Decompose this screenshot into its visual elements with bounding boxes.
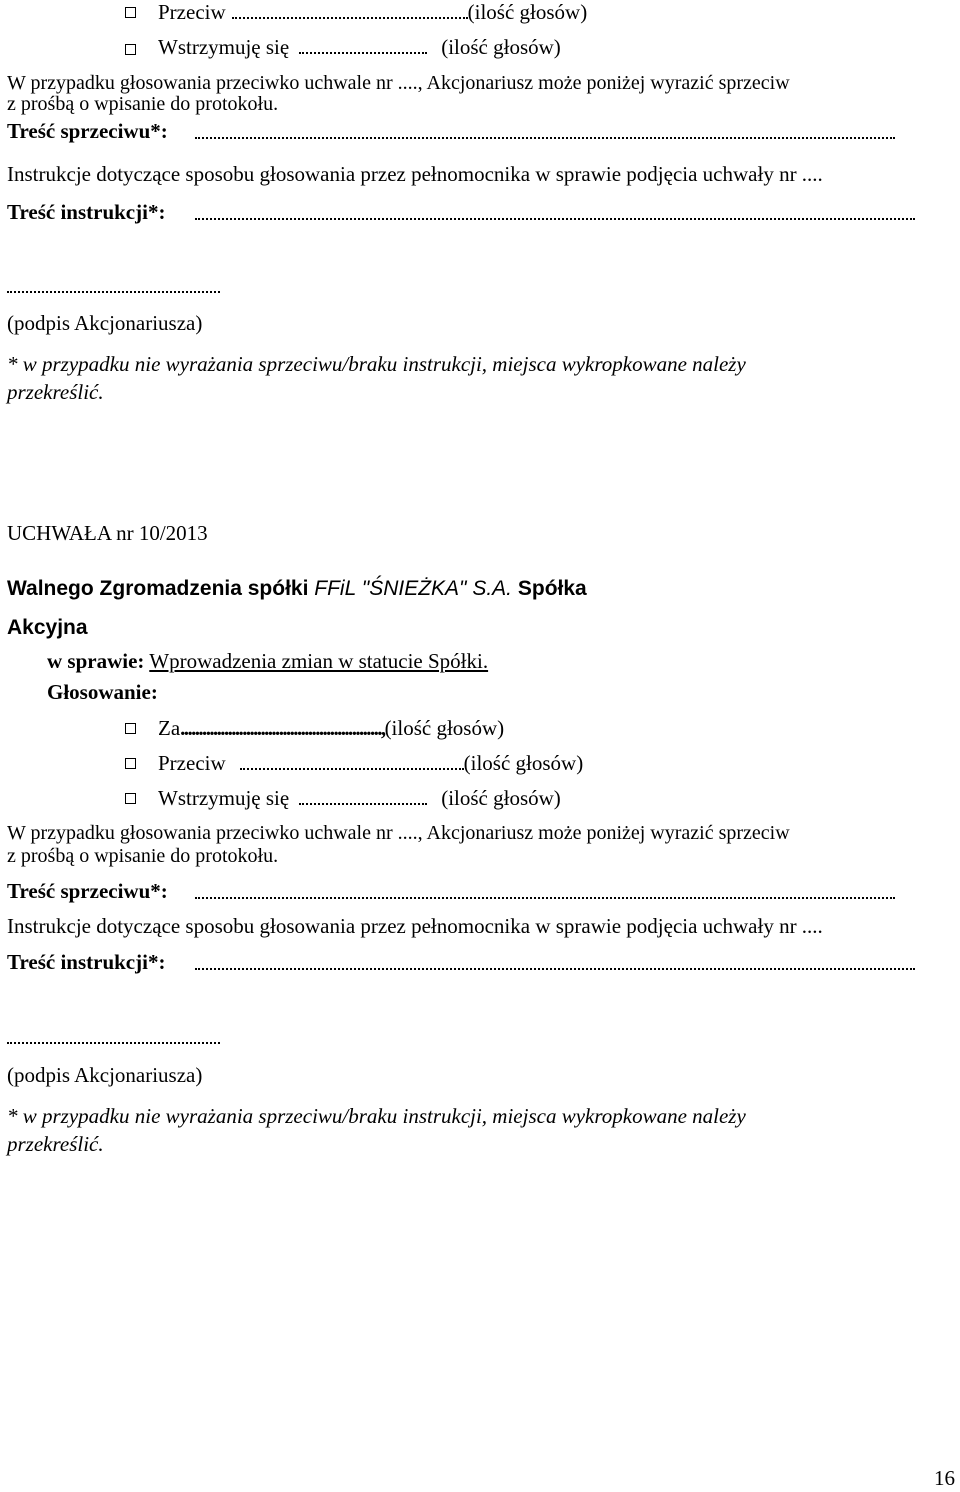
vote-for-suffix: (ilość głosów) <box>384 716 505 740</box>
vote-abstain-label: Wstrzymuję się <box>158 35 290 59</box>
subject-label: w sprawie: <box>47 649 145 673</box>
vote-against-suffix: (ilość głosów) <box>467 0 588 24</box>
signature-caption-2: (podpis Akcjonariusza) <box>7 1063 203 1087</box>
instructions-text-1: Instrukcje dotyczące sposobu głosowania przez pełnomocnika w sprawie podjęcia uchwały nr .... <box>7 162 823 186</box>
footnote-2: * w przypadku nie wyrażania sprzeciwu/braku instrukcji, miejsca wykropkowane należy <box>7 1104 746 1128</box>
checkbox-for-2[interactable] <box>125 723 136 734</box>
checkbox-against-1[interactable] <box>125 7 136 18</box>
vote-abstain-dots-2 <box>299 803 427 805</box>
vote-against-suffix-2: (ilość głosów) <box>463 751 584 775</box>
signature-caption-1: (podpis Akcjonariusza) <box>7 311 203 335</box>
vote-abstain-row-1 <box>158 37 561 58</box>
instruction-content-label-2: Treść instrukcji*: <box>7 950 166 974</box>
subject-text: Wprowadzenia zmian w statucie Spółki. <box>149 649 489 673</box>
vote-against-row-2 <box>158 753 583 774</box>
assembly-line <box>7 578 587 599</box>
objection-content-label-1: Treść sprzeciwu*: <box>7 119 168 143</box>
company-name: FFiL "ŚNIEŻKA" S.A. <box>314 577 513 600</box>
vote-against-dots-2 <box>240 768 464 770</box>
subject-line <box>47 651 488 672</box>
checkbox-against-2[interactable] <box>125 758 136 769</box>
signature-line-1[interactable] <box>7 291 220 293</box>
checkbox-abstain-1[interactable] <box>125 44 136 55</box>
objection-text-2: W przypadku głosowania przeciwko uchwale nr ...., Akcjonariusz może poniżej wyrazić sprzeciw <box>7 822 790 844</box>
vote-against-dots <box>232 17 468 19</box>
instructions-text-2: Instrukcje dotyczące sposobu głosowania przez pełnomocnika w sprawie podjęcia uchwały nr .... <box>7 914 823 938</box>
vote-against-label: Przeciw <box>158 0 226 24</box>
instruction-content-field-2[interactable] <box>195 968 915 970</box>
vote-abstain-dots <box>299 52 427 54</box>
objection-content-field-2[interactable] <box>195 897 895 899</box>
vote-abstain-row-2 <box>158 788 561 809</box>
vote-abstain-label-2: Wstrzymuję się <box>158 786 290 810</box>
checkbox-abstain-2[interactable] <box>125 793 136 804</box>
resolution-title: UCHWAŁA nr 10/2013 <box>7 521 208 545</box>
instruction-content-label-1: Treść instrukcji*: <box>7 200 166 224</box>
vote-against-label-2: Przeciw <box>158 751 226 775</box>
vote-for-dots: ......................................................., <box>180 716 385 740</box>
objection-text-1b: z prośbą o wpisanie do protokołu. <box>7 93 279 115</box>
vote-for-label: Za <box>158 716 181 740</box>
vote-abstain-suffix: (ilość głosów) <box>441 35 561 59</box>
voting-label: Głosowanie: <box>47 680 158 704</box>
instruction-content-field-1[interactable] <box>195 218 915 220</box>
vote-abstain-suffix-2: (ilość głosów) <box>441 786 561 810</box>
objection-text-1: W przypadku głosowania przeciwko uchwale nr ...., Akcjonariusz może poniżej wyrazić sprzeciw <box>7 72 790 94</box>
footnote-1b: przekreślić. <box>7 380 104 404</box>
objection-text-2b: z prośbą o wpisanie do protokołu. <box>7 845 279 867</box>
vote-against-row-1 <box>158 2 587 23</box>
vote-for-row-2 <box>158 718 504 739</box>
footnote-1: * w przypadku nie wyrażania sprzeciwu/braku instrukcji, miejsca wykropkowane należy <box>7 352 746 376</box>
objection-content-field-1[interactable] <box>195 137 895 139</box>
page-number: 16 <box>934 1466 955 1490</box>
objection-content-label-2: Treść sprzeciwu*: <box>7 879 168 903</box>
company-suffix: Spółka <box>517 577 587 600</box>
company-line2: Akcyjna <box>7 616 88 639</box>
footnote-2b: przekreślić. <box>7 1132 104 1156</box>
signature-line-2[interactable] <box>7 1042 220 1044</box>
assembly-prefix: Walnego Zgromadzenia spółki <box>7 577 309 600</box>
